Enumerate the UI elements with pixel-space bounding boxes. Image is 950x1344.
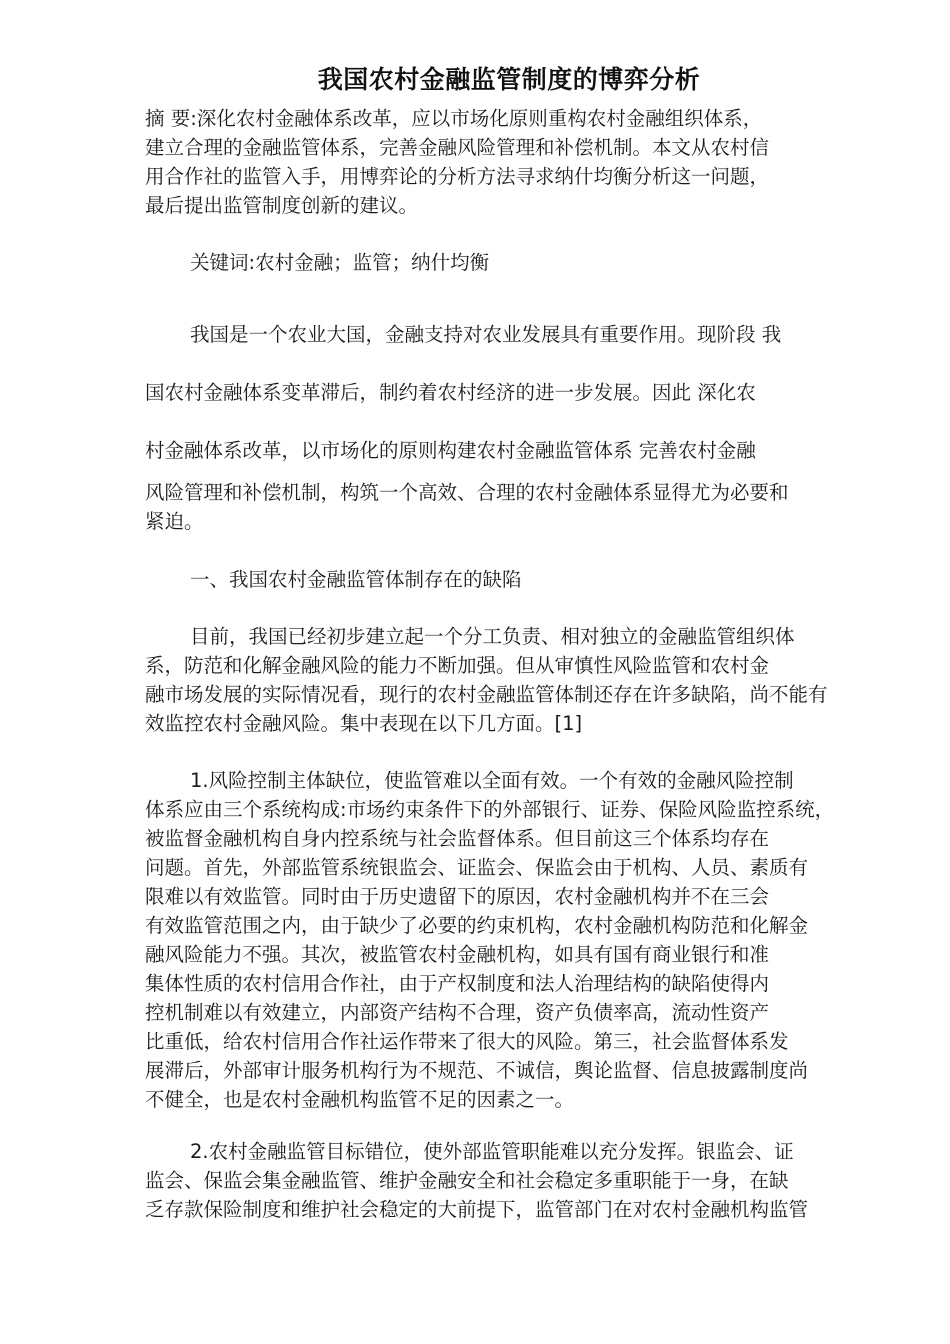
paragraph-line: 监会、保监会集金融监管、维护金融安全和社会稳定多重职能于一身，在缺 — [145, 1169, 789, 1192]
paragraph-line: 目前，我国已经初步建立起一个分工负责、相对独立的金融监管组织体 — [190, 625, 795, 648]
paragraph-line: 2.农村金融监管目标错位，使外部监管职能难以充分发挥。银监会、证 — [190, 1140, 794, 1163]
intro-line: 我国是一个农业大国，金融支持对农业发展具有重要作用。现阶段 我 — [190, 323, 782, 346]
section1-paragraph — [145, 622, 935, 738]
point1-paragraph — [145, 766, 935, 1114]
paragraph-line: 乏存款保险制度和维护社会稳定的大前提下，监管部门在对农村金融机构监管 — [145, 1198, 809, 1221]
keywords: 关键词:农村金融；监管；纳什均衡 — [190, 251, 490, 274]
paragraph-line: 1.风险控制主体缺位，使监管难以全面有效。一个有效的金融风险控制 — [190, 769, 794, 792]
paper-title: 我国农村金融监管制度的博弈分析 — [317, 65, 701, 94]
paragraph-line: 系，防范和化解金融风险的能力不断加强。但从审慎性风险监管和农村金 — [145, 654, 770, 677]
intro-line: 村金融体系改革，以市场化的原则构建农村金融监管体系 完善农村金融 — [145, 439, 756, 462]
paragraph-line: 限难以有效监管。同时由于历史遗留下的原因，农村金融机构并不在三会 — [145, 885, 770, 908]
paragraph-line: 问题。首先，外部监管系统银监会、证监会、保监会由于机构、人员、素质有 — [145, 856, 809, 879]
paragraph-line: 被监督金融机构自身内控系统与社会监督体系。但目前这三个体系均存在 — [145, 827, 770, 850]
paragraph-line: 融市场发展的实际情况看，现行的农村金融监管体制还存在许多缺陷，尚不能有 — [145, 683, 828, 706]
intro-line: 风险管理和补偿机制，构筑一个高效、合理的农村金融体系显得尤为必要和 — [145, 481, 789, 504]
section-heading: 一、我国农村金融监管体制存在的缺陷 — [190, 568, 522, 591]
paragraph-line: 展滞后，外部审计服务机构行为不规范、不诚信，舆论监督、信息披露制度尚 — [145, 1059, 809, 1082]
abstract — [145, 104, 885, 220]
abstract-line: 用合作社的监管入手，用博弈论的分析方法寻求纳什均衡分析这一问题， — [145, 165, 770, 188]
abstract-line: 建立合理的金融监管体系，完善金融风险管理和补偿机制。本文从农村信 — [145, 136, 770, 159]
paragraph-line: 集体性质的农村信用合作社，由于产权制度和法人治理结构的缺陷使得内 — [145, 972, 770, 995]
intro-line: 紧迫。 — [145, 510, 204, 533]
intro-line: 国农村金融体系变革滞后，制约着农村经济的进一步发展。因此 深化农 — [145, 381, 756, 404]
paragraph-line: 体系应由三个系统构成:市场约束条件下的外部银行、证券、保险风险监控系统， — [145, 798, 835, 821]
paragraph-line: 效监控农村金融风险。集中表现在以下几方面。[1] — [145, 712, 583, 735]
abstract-line: 最后提出监管制度创新的建议。 — [145, 194, 419, 217]
paragraph-line: 比重低，给农村信用合作社运作带来了很大的风险。第三，社会监督体系发 — [145, 1030, 789, 1053]
abstract-line: 摘 要:深化农村金融体系改革，应以市场化原则重构农村金融组织体系， — [145, 107, 763, 130]
point2-paragraph — [145, 1137, 935, 1224]
paragraph-line: 控机制难以有效建立，内部资产结构不合理，资产负债率高，流动性资产 — [145, 1001, 770, 1024]
paragraph-line: 不健全，也是农村金融机构监管不足的因素之一。 — [145, 1088, 575, 1111]
paragraph-line: 有效监管范围之内，由于缺少了必要的约束机构，农村金融机构防范和化解金 — [145, 914, 809, 937]
paragraph-line: 融风险能力不强。其次，被监管农村金融机构，如具有国有商业银行和准 — [145, 943, 770, 966]
